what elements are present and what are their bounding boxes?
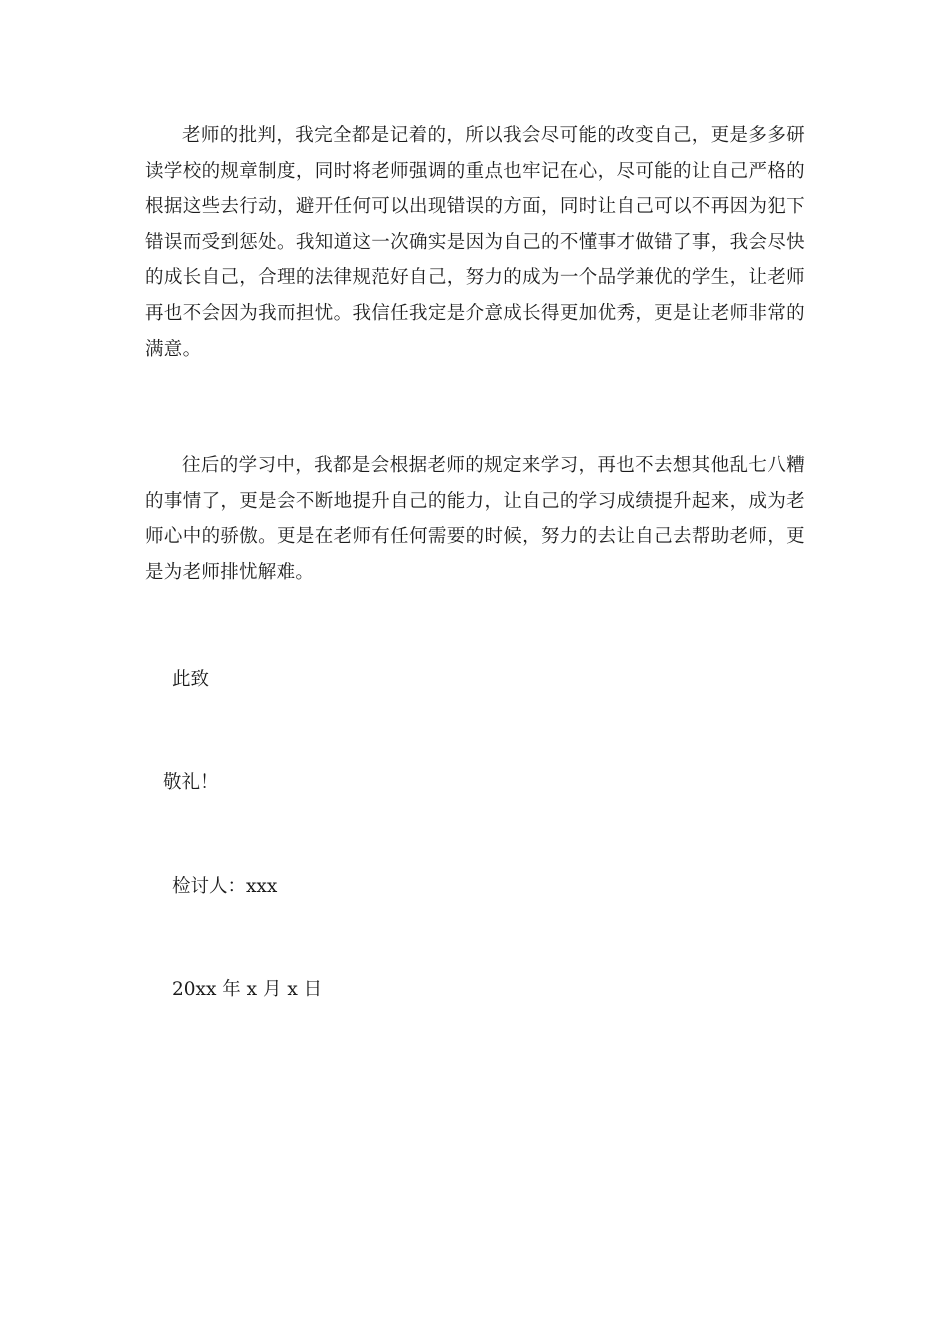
date-line: 20xx 年 x 月 x 日 <box>172 979 323 1000</box>
salutation: 敬礼！ <box>163 772 219 793</box>
signer-line: 检讨人：xxx <box>172 876 278 897</box>
body-paragraph-1: 老师的批判，我完全都是记着的，所以我会尽可能的改变自己，更是多多研读学校的规章制度，同时将老师强调的重点也牢记在心，尽可能的让自己严格的根据这些去行动，避开任何可以出现错误的方面，同时让自己可以不再因为犯下错误而受到惩处。我知道这一次确实是因为自己的不懂事才做错了事，我会尽快的成长自己，合理的法律规范好自己，努力的成为一个品学兼优的学生，让老师再也不会因为我而担忧。我信任我定是介意成长得更加优秀，更是让老师非常的满意。 <box>145 125 805 360</box>
body-paragraph-2: 往后的学习中，我都是会根据老师的规定来学习，再也不去想其他乱七八糟的事情了，更是会不断地提升自己的能力，让自己的学习成绩提升起来，成为老师心中的骄傲。更是在老师有任何需要的时候，努力的去让自己去帮助老师，更是为老师排忧解难。 <box>145 455 805 583</box>
closing-phrase: 此致 <box>172 669 210 690</box>
